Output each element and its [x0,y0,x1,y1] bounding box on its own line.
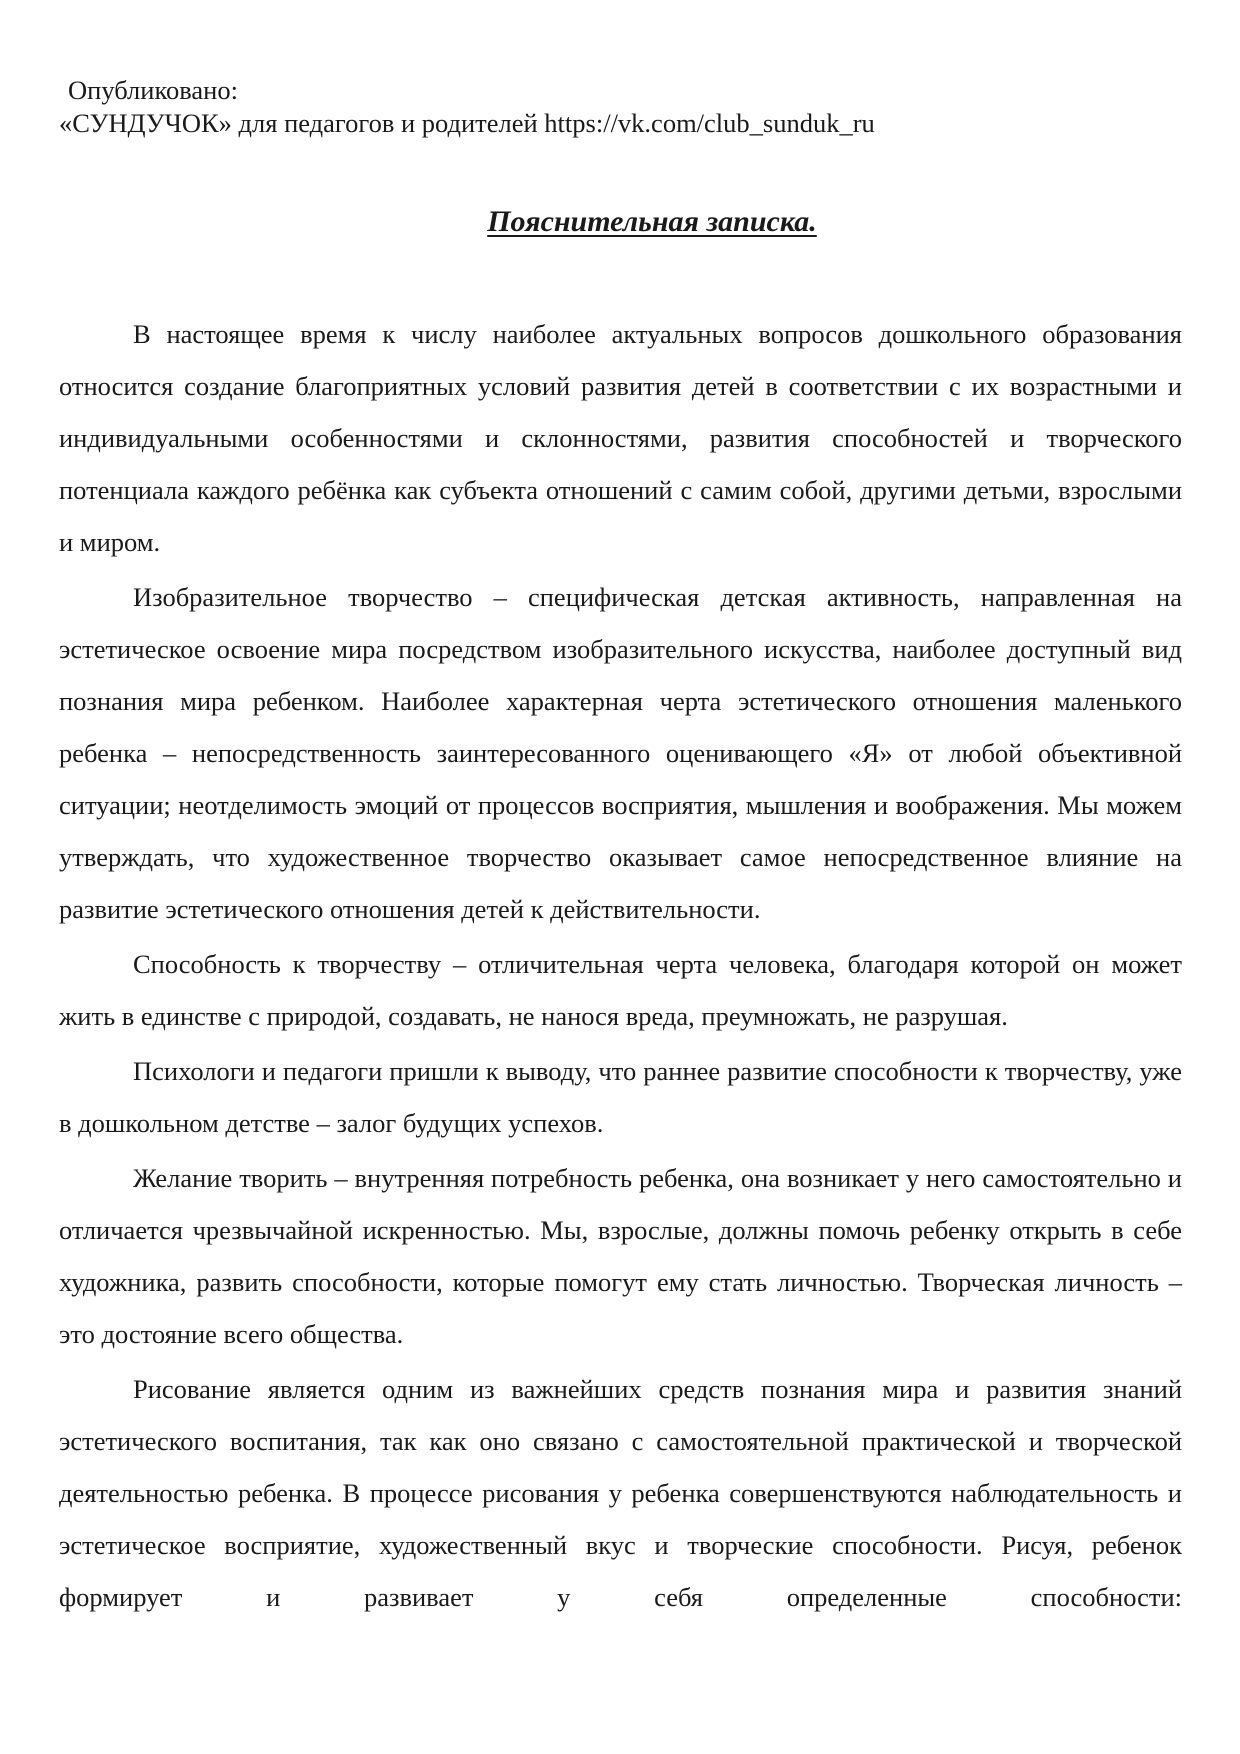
paragraph-1: В настоящее время к числу наиболее актуальных вопросов дошкольного образования относится создание благоприятных условий развития детей в соответствии с их возрастными и индивидуальными особенностями и склонностями, развития способностей и творческого потенциала каждого ребёнка как субъекта отношений с самим собой, другими детьми, взрослыми и миром. [59,319,1182,557]
paragraph-3: Способность к творчеству – отличительная черта человека, благодаря которой он может жить в единстве с природой, создавать, не нанося вреда, преумножать, не разрушая. [59,949,1182,1031]
published-source: «СУНДУЧОК» для педагогов и родителей https://vk.com/club_sunduk_ru [59,108,875,138]
published-label: Опубликовано: [68,75,238,105]
paragraph-4: Психологи и педагоги пришли к выводу, что раннее развитие способности к творчеству, уже в дошкольном детстве – залог будущих успехов. [59,1056,1182,1138]
paragraph-5: Желание творить – внутренняя потребность ребенка, она возникает у него самостоятельно и отличается чрезвычайной искренностью. Мы, взрослые, должны помочь ребенку открыть в себе художника, развить способности, которые помогут ему стать личностью. Творческая личность – это достояние всего общества. [59,1163,1182,1349]
document-title: Пояснительная записка. [487,205,817,238]
publication-note [59,74,875,140]
document-body [59,308,1182,1623]
paragraph-6: Рисование является одним из важнейших средств познания мира и развития знаний эстетического воспитания, так как оно связано с самостоятельной практической и творческой деятельностью ребенка. В процессе рисования у ребенка совершенствуются наблюдательность и эстетическое восприятие, художественный вкус и творческие способности. Рисуя, ребенок формирует и развивает у себя определенные способности: [59,1374,1182,1612]
paragraph-2: Изобразительное творчество – специфическая детская активность, направленная на эстетическое освоение мира посредством изобразительного искусства, наиболее доступный вид познания мира ребенком. Наиболее характерная черта эстетического отношения маленького ребенка – непосредственность заинтересованного оценивающего «Я» от любой объективной ситуации; неотделимость эмоций от процессов восприятия, мышления и воображения. Мы можем утверждать, что художественное творчество оказывает самое непосредственное влияние на развитие эстетического отношения детей к действительности. [59,582,1182,924]
